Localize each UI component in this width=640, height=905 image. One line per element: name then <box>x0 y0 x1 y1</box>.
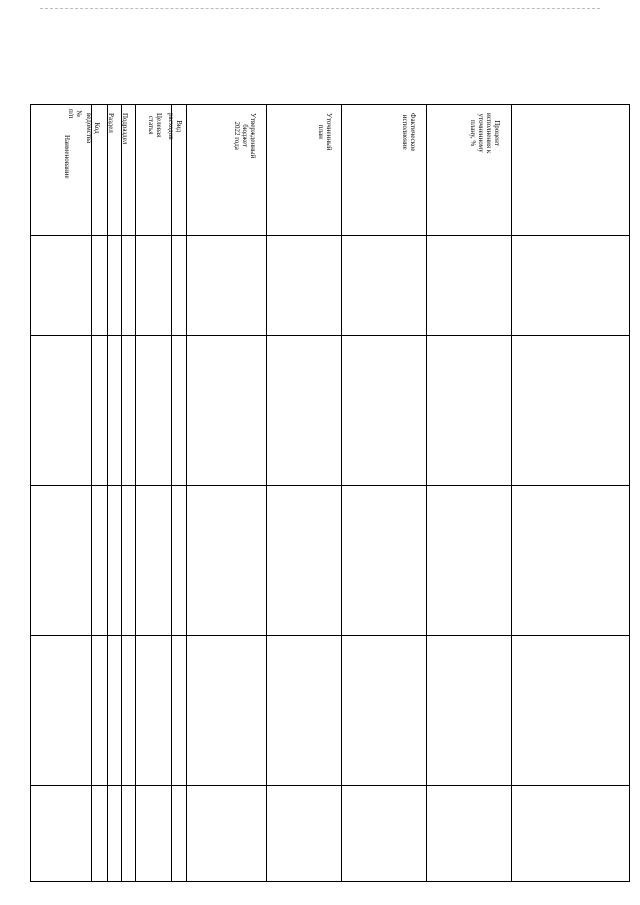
column-separator <box>135 105 136 881</box>
header-name: Наименование <box>63 135 71 179</box>
header-num: № п/п <box>67 109 83 119</box>
column-separator <box>426 105 427 881</box>
row-line <box>31 235 629 236</box>
column-separator <box>511 105 512 881</box>
budget-table <box>30 104 630 882</box>
header-subsection: Подраздел <box>121 113 129 145</box>
column-separator <box>121 105 122 881</box>
row-line <box>31 785 629 786</box>
row-line <box>31 635 629 636</box>
column-separator <box>341 105 342 881</box>
row-line <box>31 485 629 486</box>
column-separator <box>266 105 267 881</box>
header-target: Целевая статья <box>147 113 163 138</box>
column-separator <box>171 105 172 881</box>
column-separator <box>186 105 187 881</box>
header-section: Раздел <box>107 113 115 133</box>
column-separator <box>107 105 108 881</box>
row-line <box>31 335 629 336</box>
header-expense: Вид расходов <box>167 113 183 140</box>
header-percent: Процент исполнения к уточненному плану, % <box>469 113 501 154</box>
header-approved: Утвержденный бюджет 2022 года <box>233 113 257 159</box>
column-separator <box>91 105 92 881</box>
header-dept-code: Код ведомства <box>85 113 101 144</box>
scan-artifact-line <box>40 8 600 10</box>
header-actual: Фактическое исполнение <box>401 113 417 152</box>
header-updated-plan: Уточненный план <box>317 113 333 151</box>
